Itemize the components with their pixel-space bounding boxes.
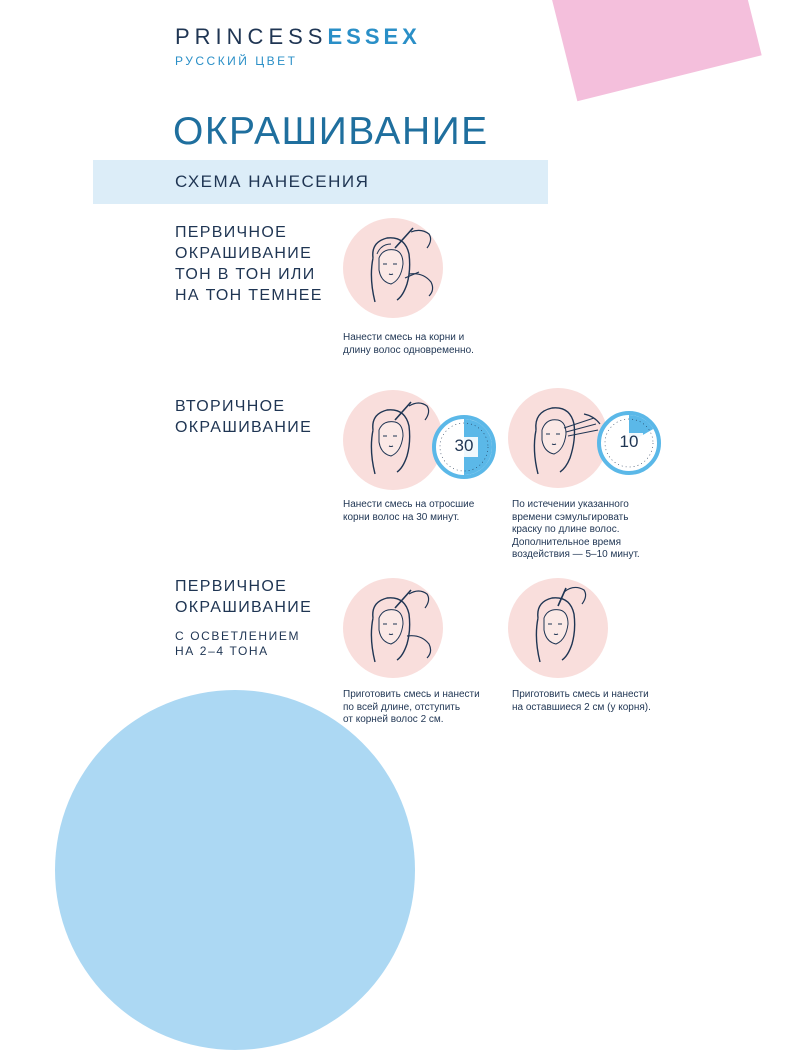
timer-value: 30 bbox=[454, 436, 474, 455]
scheme-band-label: СХЕМА НАНЕСЕНИЯ bbox=[175, 172, 370, 191]
section-1-title bbox=[175, 222, 323, 306]
hair-coloring-illustration bbox=[343, 218, 443, 318]
step-caption bbox=[512, 689, 682, 714]
caption-line: на оставшиеся 2 см (у корня). bbox=[512, 701, 651, 713]
caption-line: Нанести смесь на отросшие bbox=[343, 499, 475, 510]
timer-10-icon bbox=[595, 409, 663, 477]
step-caption bbox=[343, 689, 513, 727]
section-title-line: НА ТОН ТЕМНЕЕ bbox=[175, 287, 323, 304]
caption-line: По истечении указанного bbox=[512, 499, 629, 510]
section-title-line: ОКРАШИВАНИЕ bbox=[175, 599, 313, 616]
brand-name bbox=[175, 24, 421, 50]
section-title-line: ОКРАШИВАНИЕ bbox=[175, 245, 313, 262]
caption-line: воздействия — 5–10 минут. bbox=[512, 549, 640, 560]
section-title-line: ОКРАШИВАНИЕ bbox=[175, 419, 313, 436]
step-caption bbox=[512, 499, 682, 562]
caption-line: длину волос одновременно. bbox=[343, 344, 474, 356]
caption-line: Нанести смесь на корни и bbox=[343, 332, 465, 343]
brand-logo bbox=[175, 24, 421, 68]
section-subtitle-line: С ОСВЕТЛЕНИЕМ bbox=[175, 629, 301, 643]
caption-line: краску по длине волос. bbox=[512, 524, 620, 535]
section-subtitle-line: НА 2–4 ТОНА bbox=[175, 644, 269, 658]
caption-line: корни волос на 30 минут. bbox=[343, 511, 460, 523]
section-title-line: ПЕРВИЧНОЕ bbox=[175, 578, 288, 595]
scheme-band bbox=[93, 160, 548, 204]
section-3-subtitle bbox=[175, 629, 300, 659]
section-2-title bbox=[175, 396, 312, 438]
caption-line: Приготовить смесь и нанести bbox=[343, 689, 480, 700]
brand-subtitle: РУССКИЙ ЦВЕТ bbox=[175, 54, 298, 68]
blue-decor-circle bbox=[55, 690, 415, 1050]
brand-name-part1: PRINCESS bbox=[175, 24, 328, 49]
caption-line: по всей длине, отступить bbox=[343, 701, 461, 713]
timer-30-icon bbox=[430, 413, 498, 481]
caption-line: Приготовить смесь и нанести bbox=[512, 689, 649, 700]
brand-name-part2: ESSEX bbox=[327, 24, 421, 49]
step-caption bbox=[343, 499, 513, 524]
timer-value: 10 bbox=[619, 432, 639, 451]
step-caption bbox=[343, 332, 513, 357]
section-title-line: ТОН В ТОН ИЛИ bbox=[175, 266, 316, 283]
hair-coloring-illustration bbox=[508, 578, 608, 678]
pink-decor-square bbox=[548, 0, 761, 101]
hair-combing-illustration bbox=[508, 388, 608, 488]
section-3-title bbox=[175, 576, 312, 618]
page-title: ОКРАШИВАНИЕ bbox=[173, 110, 489, 153]
caption-line: Дополнительное время bbox=[512, 536, 622, 548]
hair-coloring-illustration bbox=[343, 390, 443, 490]
caption-line: времени сэмульгировать bbox=[512, 511, 629, 523]
section-title-line: ПЕРВИЧНОЕ bbox=[175, 224, 288, 241]
section-title-line: ВТОРИЧНОЕ bbox=[175, 398, 286, 415]
caption-line: от корней волос 2 см. bbox=[343, 714, 444, 725]
hair-coloring-illustration bbox=[343, 578, 443, 678]
